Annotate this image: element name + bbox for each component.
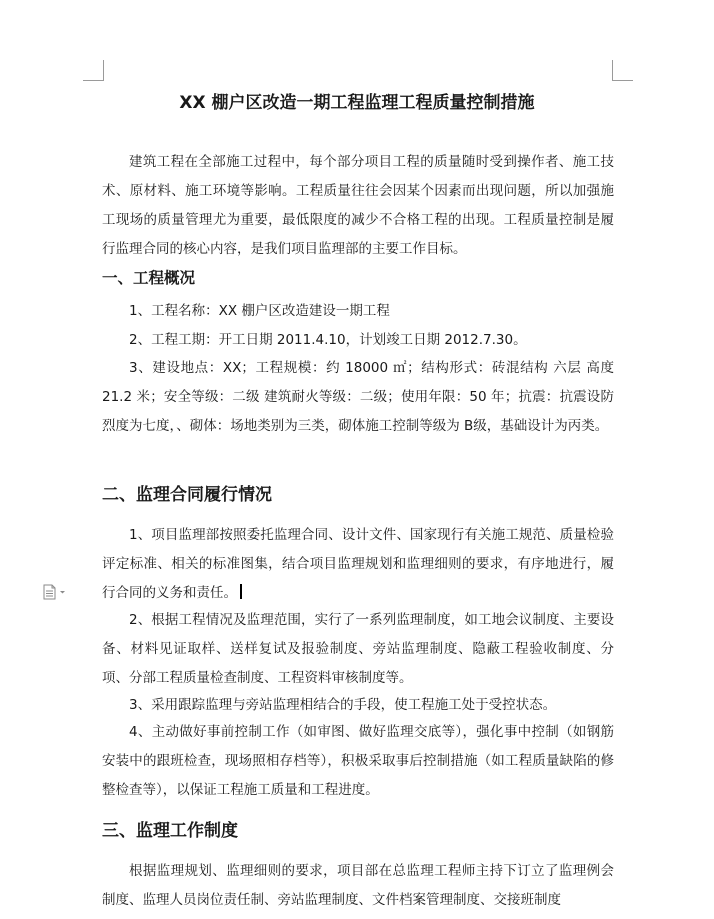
overview-item-name: 1、工程名称：XX 棚户区改造建设一期工程 — [129, 303, 390, 319]
paragraph-options-icon[interactable] — [42, 584, 68, 600]
page-corner-mark-top-left — [83, 60, 104, 81]
overview-item-location: 3、建设地点：XX；工程规模：约 18000 ㎡；结构形式：砖混结构 六层 高度21.2 米；安全等级：二级 建筑耐火等级：二级；使用年限：50 年；抗震：抗震设防烈度为七度，、砌体：场地类别为三类，砌体施工控制等级为 B级，基础设计为丙类。 — [102, 360, 614, 434]
contract-item-3: 3、采用跟踪监理与旁站监理相结合的手段，使工程施工处于受控状态。 — [129, 697, 557, 713]
document-title: XX 棚户区改造一期工程监理工程质量控制措施 — [179, 93, 535, 113]
contract-item-4: 4、主动做好事前控制工作（如审图、做好监理交底等），强化事中控制（如钢筋安装中的跟班检查，现场照相存档等），积极采取事后控制措施（如工程质量缺陷的修整检查等），以保证工程施工质量和工程进度。 — [102, 724, 614, 798]
section-heading-system: 三、监理工作制度 — [102, 821, 238, 841]
text-cursor — [240, 584, 242, 599]
overview-item-schedule: 2、工程工期：开工日期 2011.4.10，计划竣工日期 2012.7.30。 — [129, 332, 527, 348]
intro-paragraph: 建筑工程在全部施工过程中，每个部分项目工程的质量随时受到操作者、施工技术、原材料、施工环境等影响。工程质量往往会因某个因素而出现问题，所以加强施工现场的质量管理尤为重要，最低限度的减少不合格工程的出现。工程质量控制是履行监理合同的核心内容，是我们项目监理部的主要工作目标。 — [102, 154, 614, 257]
section-heading-contract: 二、监理合同履行情况 — [102, 485, 272, 505]
contract-item-2: 2、根据工程情况及监理范围，实行了一系列监理制度，如工地会议制度、主要设备、材料见证取样、送样复试及报验制度、旁站监理制度、隐蔽工程验收制度、分项、分部工程质量检查制度、工程资料审核制度等。 — [102, 612, 614, 686]
page-corner-mark-top-right — [612, 60, 633, 81]
contract-item-1 — [102, 521, 614, 608]
section-heading-overview: 一、工程概况 — [102, 269, 196, 287]
system-paragraph: 根据监理规划、监理细则的要求，项目部在总监理工程师主持下订立了监理例会制度、监理人员岗位责任制、旁站监理制度、文件档案管理制度、交接班制度 — [102, 863, 614, 908]
contract-item-1-text: 1、项目监理部按照委托监理合同、设计文件、国家现行有关施工规范、质量检验评定标准、相关的标准图集，结合项目监理规划和监理细则的要求，有序地进行，履行合同的义务和责任。 — [102, 527, 614, 601]
